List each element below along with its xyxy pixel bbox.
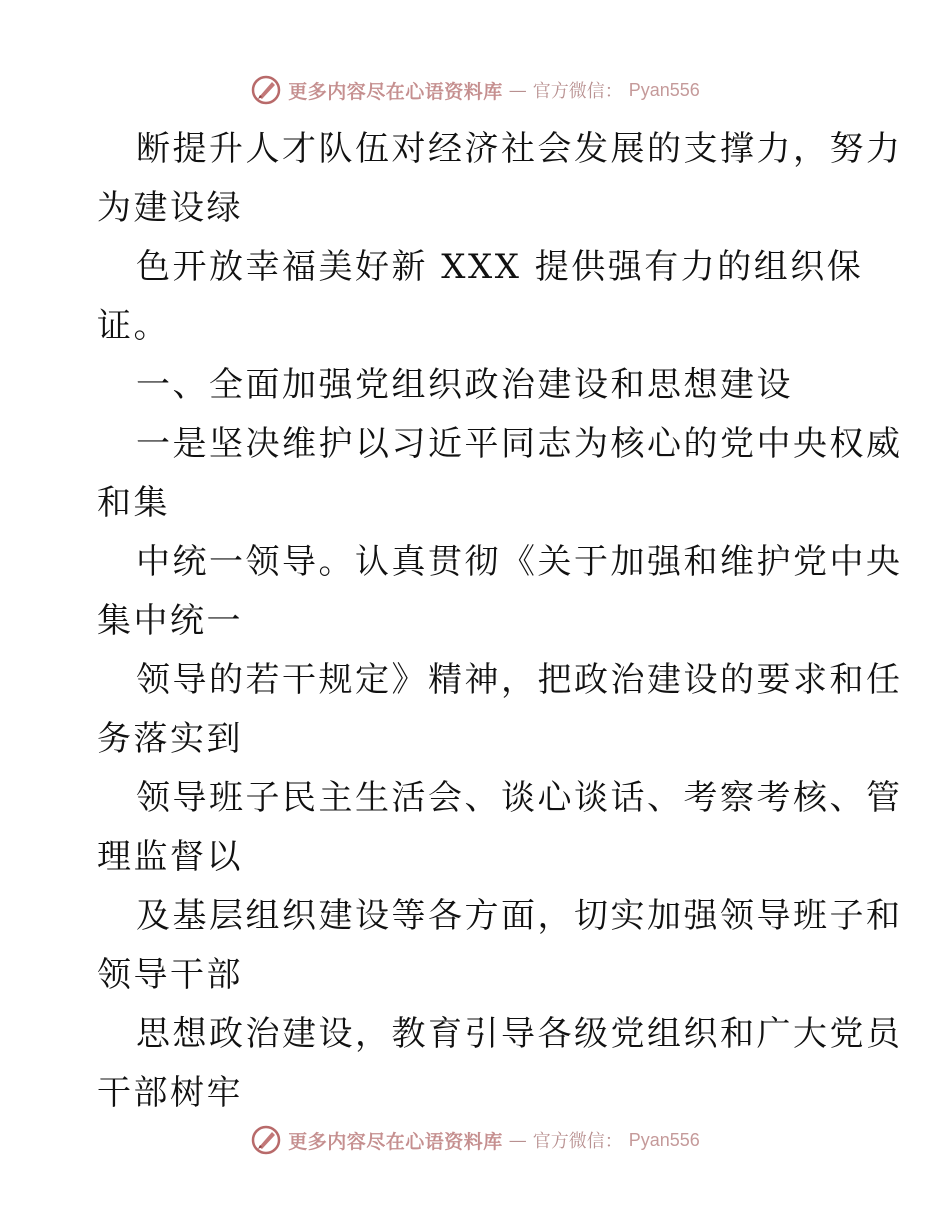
text-line: 领导干部 bbox=[97, 955, 243, 995]
text-line: 色开放幸福美好新 XXX 提供强有力的组织保 bbox=[136, 247, 864, 287]
text-line: 领导班子民主生活会、谈心谈话、考察考核、管 bbox=[136, 778, 903, 818]
watermark-handle: Pyan556 bbox=[628, 1129, 700, 1150]
text-line: 理监督以 bbox=[97, 837, 243, 877]
text-line: 及基层组织建设等各方面，切实加强领导班子和 bbox=[136, 896, 903, 936]
text-line: 和集 bbox=[97, 483, 170, 523]
document-body bbox=[97, 120, 903, 1123]
watermark-brand: 更多内容尽在心语资料库 bbox=[288, 1130, 503, 1153]
text-line: 领导的若干规定》精神，把政治建设的要求和任 bbox=[136, 660, 903, 700]
text-line: 为建设绿 bbox=[97, 188, 243, 228]
watermark-handle: Pyan556 bbox=[628, 79, 700, 100]
text-line: 一是坚决维护以习近平同志为核心的党中央权威 bbox=[136, 424, 903, 464]
text-line: 一、全面加强党组织政治建设和思想建设 bbox=[136, 365, 793, 405]
watermark-label: 官方微信： bbox=[532, 81, 623, 102]
quill-seal-icon bbox=[250, 1124, 282, 1156]
text-line: 干部树牢 bbox=[97, 1073, 243, 1113]
watermark-separator: — bbox=[508, 1129, 527, 1151]
text-line: 断提升人才队伍对经济社会发展的支撑力，努力 bbox=[136, 129, 903, 169]
text-line: 证。 bbox=[97, 306, 170, 346]
text-line: 集中统一 bbox=[97, 601, 243, 641]
watermark-separator: — bbox=[508, 79, 527, 101]
watermark-brand: 更多内容尽在心语资料库 bbox=[288, 80, 503, 103]
text-line: 思想政治建设，教育引导各级党组织和广大党员 bbox=[136, 1014, 903, 1054]
text-line: 务落实到 bbox=[97, 719, 243, 759]
header-watermark bbox=[0, 70, 950, 110]
watermark-label: 官方微信： bbox=[532, 1131, 623, 1152]
text-line: 中统一领导。认真贯彻《关于加强和维护党中央 bbox=[136, 542, 903, 582]
quill-seal-icon bbox=[250, 74, 282, 106]
footer-watermark bbox=[0, 1120, 950, 1160]
